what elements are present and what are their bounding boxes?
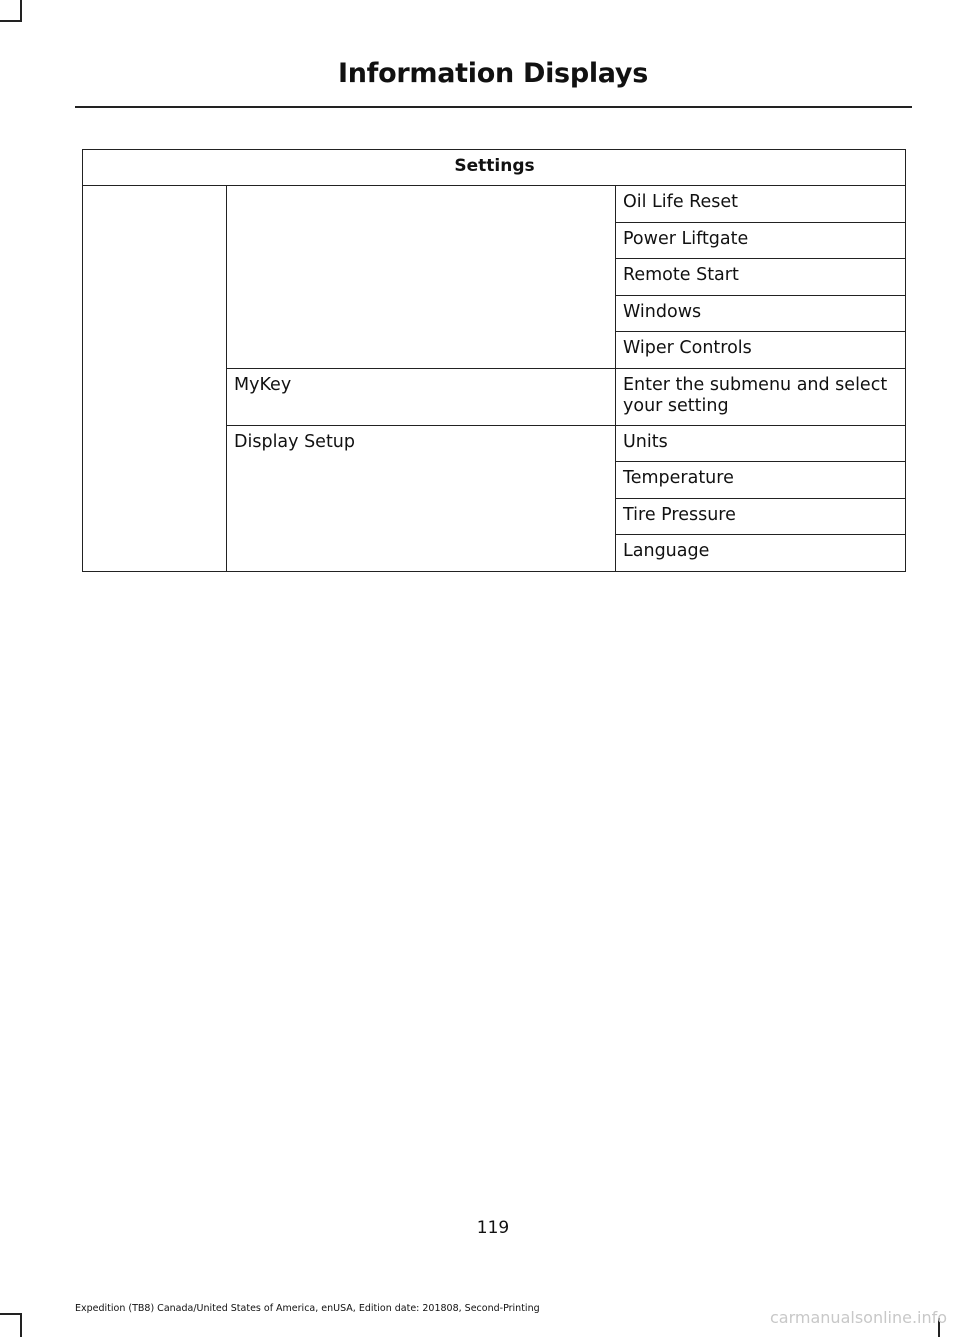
table-cell-option: Remote Start (616, 259, 906, 296)
page-title: Information Displays (338, 58, 648, 89)
table-cell-option: Units (616, 425, 906, 462)
crop-mark-bottom-left-vertical (20, 1313, 22, 1337)
header-divider (75, 106, 912, 108)
table-cell-option: Windows (616, 295, 906, 332)
settings-table (82, 149, 906, 572)
table-header-row (83, 150, 906, 186)
table-row (83, 186, 906, 223)
table-title: Settings (83, 150, 906, 186)
table-cell-option: Oil Life Reset (616, 186, 906, 223)
table-cell-option: Enter the submenu and select your setting (616, 368, 906, 425)
page-number: 119 (476, 1218, 510, 1238)
table-cell-option: Language (616, 535, 906, 572)
crop-mark-top-left-vertical (20, 0, 22, 22)
table-cell-option: Tire Pressure (616, 498, 906, 535)
edition-footer: Expedition (TB8) Canada/United States of America, enUSA, Edition date: 201808, Second-Printing (75, 1303, 540, 1314)
table-cell-option: Power Liftgate (616, 222, 906, 259)
empty-first-column (83, 186, 227, 572)
crop-mark-bottom-left-horizontal (0, 1313, 22, 1315)
table-cell-option: Wiper Controls (616, 332, 906, 369)
watermark: carmanualsonline.info (770, 1308, 948, 1327)
crop-mark-top-left-horizontal (0, 20, 22, 22)
table-cell-option: Temperature (616, 462, 906, 499)
table-cell-category: Display Setup (227, 425, 616, 571)
table-cell-category (227, 186, 616, 369)
table-cell-category: MyKey (227, 368, 616, 425)
